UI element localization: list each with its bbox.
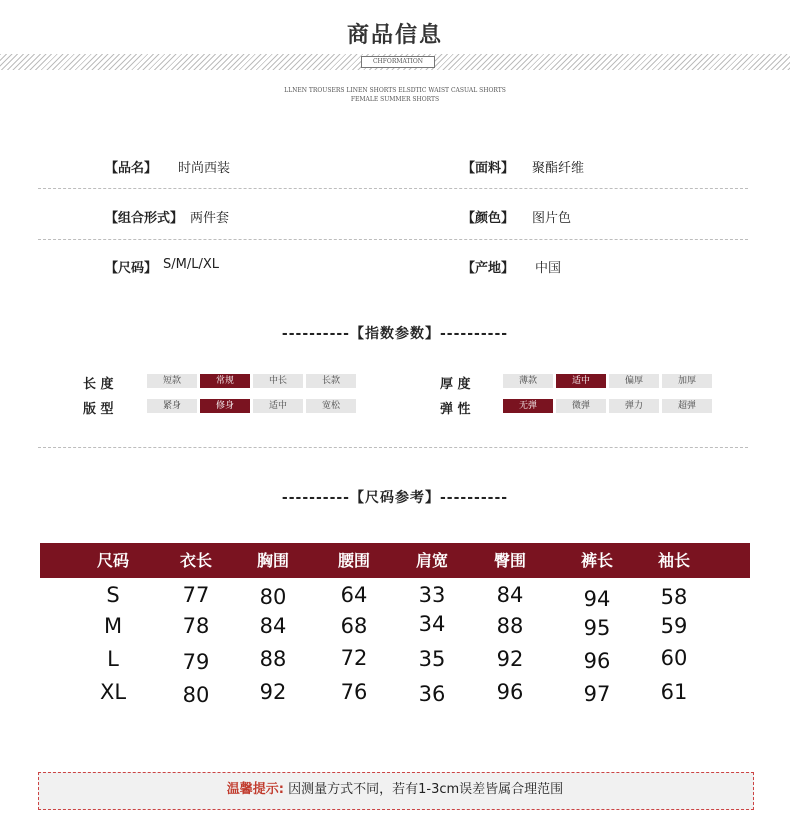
index-label: 版 型 [83,402,114,417]
index-option: 超弹 [662,399,712,413]
size-cell: 84 [259,614,287,638]
size-row-label: L [107,647,119,671]
size-column-header: 裤长 [580,551,613,570]
size-cell: 78 [182,614,210,638]
index-option: 修身 [200,399,250,413]
combo-value: 两件套 [190,211,230,226]
size-row-label: XL [99,680,127,704]
size-cell: 61 [660,680,688,704]
combo-label: 【组合形式】 [105,211,184,226]
note-text [38,772,752,808]
size-cell: 96 [583,649,611,673]
size-cell: 92 [259,680,287,704]
subtitle-line-2: FEMALE SUMMER SHORTS [350,96,440,103]
size-cell: 80 [182,683,210,707]
index-option: 长款 [306,374,356,388]
dashed-divider [38,239,748,240]
index-heading: ----------【指数参数】---------- [281,326,509,342]
size-heading: ----------【尺码参考】---------- [281,490,509,506]
index-option: 薄款 [503,374,553,388]
size-cell: 95 [583,616,611,640]
origin-value: 中国 [535,261,562,276]
index-option: 微弹 [556,399,606,413]
index-option: 弹力 [609,399,659,413]
size-cell: 33 [418,583,446,607]
size-cell: 36 [418,682,446,706]
origin-label: 【产地】 [462,261,515,276]
size-cell: 96 [496,680,524,704]
size-value: S/M/L/XL [163,257,219,272]
note-prefix: 温馨提示: [226,782,284,797]
size-cell: 77 [182,583,210,607]
size-cell: 88 [259,647,287,671]
size-cell: 58 [660,585,688,609]
size-cell: 59 [660,614,688,638]
size-cell: 76 [340,680,368,704]
index-option: 无弹 [503,399,553,413]
index-label: 长 度 [83,377,114,392]
index-option: 加厚 [662,374,712,388]
size-cell: 68 [340,614,368,638]
size-cell: 84 [496,583,524,607]
size-cell: 88 [496,614,524,638]
index-label: 弹 性 [440,402,471,417]
header-subtitle [0,86,790,104]
index-option: 常规 [200,374,250,388]
header-badge: CHFORMATION [361,56,435,68]
index-label: 厚 度 [440,377,471,392]
index-option: 短款 [147,374,197,388]
index-option: 偏厚 [609,374,659,388]
color-label: 【颜色】 [462,211,515,226]
size-column-header: 衣长 [179,551,212,570]
size-row-label: S [106,583,120,607]
size-cell: 34 [418,612,446,636]
info-row-1 [0,157,790,207]
size-row-label: M [103,614,123,638]
dashed-divider [38,188,748,189]
size-cell: 64 [340,583,368,607]
index-option: 紧身 [147,399,197,413]
size-column-header: 臀围 [493,551,526,570]
name-value: 时尚西装 [178,161,231,176]
index-option: 中长 [253,374,303,388]
info-row-2 [0,207,790,257]
size-column-header: 袖长 [657,551,690,570]
size-cell: 60 [660,646,688,670]
fabric-label: 【面料】 [462,161,515,176]
size-cell: 80 [259,585,287,609]
size-label: 【尺码】 [105,261,158,276]
page-title: 商品信息 [346,22,443,48]
size-cell: 97 [583,682,611,706]
index-option: 适中 [556,374,606,388]
color-value: 图片色 [532,211,572,226]
dashed-divider [38,447,748,448]
subtitle-line-1: LLNEN TROUSERS LINEN SHORTS ELSDTIC WAIST CASUAL SHORTS [284,87,506,94]
size-cell: 35 [418,647,446,671]
size-column-header: 胸围 [256,551,289,570]
size-column-header: 尺码 [96,551,129,570]
size-cell: 94 [583,587,611,611]
size-column-header: 腰围 [337,551,370,570]
info-row-3 [0,257,790,307]
size-cell: 92 [496,647,524,671]
size-table-header [40,543,750,578]
size-column-header: 肩宽 [415,551,448,570]
note-body: 因测量方式不同，若有1-3cm误差皆属合理范围 [284,782,564,797]
index-option: 适中 [253,399,303,413]
size-cell: 79 [182,650,210,674]
name-label: 【品名】 [105,161,158,176]
index-option: 宽松 [306,399,356,413]
size-cell: 72 [340,646,368,670]
fabric-value: 聚酯纤维 [532,161,585,176]
